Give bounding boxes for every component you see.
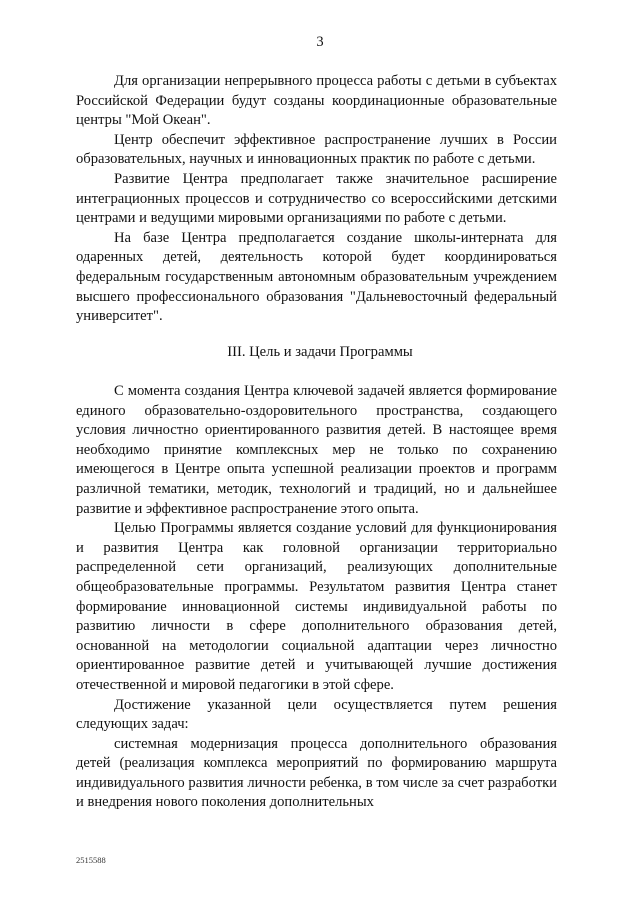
document-code: 2515588 [76,855,106,865]
paragraph-key-task: С момента создания Центра ключевой задачей является формирование единого образовательно-оздоровительного пространства, создающего условия личностно ориентированного развития детей. В настоящее время необходимо принятие комплексных мер не только по сохранению имеющегося в Центре опыта успешной реализации проектов и программ различной тематики, методик, технологий и традиций, но и дальнейшее развитие и эффективное распространение этого опыта. [76,383,557,517]
paragraph-goal-achievement: Достижение указанной цели осуществляется путем решения следующих задач: [76,696,557,733]
page-number: 3 [316,34,324,50]
body-text-section [76,382,557,813]
paragraph-center-development: Развитие Центра предполагает также значительное расширение интеграционных процессов и сотрудничество со всероссийскими детскими центрами и ведущими мировыми организациями по работе с детьми. [76,170,557,227]
paragraph-coordination-centers: Для организации непрерывного процесса работы с детьми в субъектах Российской Федерации будут созданы координационные образовательные центры "Мой Океан". [76,73,557,129]
paragraph-boarding-school: На базе Центра предполагается создание школы-интерната для одаренных детей, деятельность которой будет координироваться федеральным государственным автономным образовательным учреждением высшего профессионального образования "Дальневосточный федеральный университет". [76,229,557,325]
paragraph-system-modernization: системная модернизация процесса дополнительного образования детей (реализация комплекса мероприятий по формированию маршрута индивидуального развития личности ребенка, в том числе за счет разработки и внедрения нового поколения дополнительных [76,735,557,811]
paragraph-center-practices: Центр обеспечит эффективное распространение лучших в России образовательных, научных и инновационных практик по работе с детьми. [76,131,557,168]
body-text-top [76,72,557,327]
paragraph-program-goal: Целью Программы является создание условий для функционирования и развития Центра как головной организации территориально распределенной сети организаций, реализующих дополнительные общеобразовательные программы. Результатом развития Центра станет формирование инновационной системы индивидуальной работы по развитию личности в сфере дополнительного образования детей, основанной на методологии социальной адаптации через личностно ориентированное развитие детей и учитывающей лучшие достижения отечественной и мировой педагогики в этой сфере. [76,520,557,693]
section-heading: III. Цель и задачи Программы [227,344,413,360]
